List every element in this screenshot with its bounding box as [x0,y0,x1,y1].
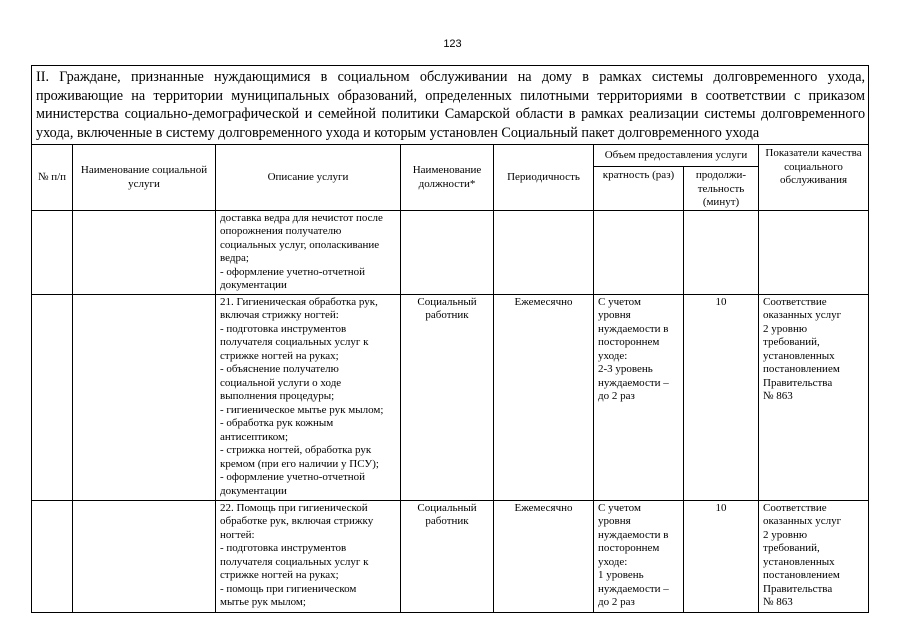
frequency-line: уходе: [598,555,628,568]
header-service-name: Наименование социальной услуги [73,145,216,211]
description-line: - объяснение получателю [220,363,339,376]
header-num: № п/п [32,145,73,211]
cell-num [32,500,73,612]
cell-duration: 10 [684,500,759,612]
cell-position [401,500,494,612]
cell-frequency [594,294,684,500]
frequency-line: до 2 раз [598,390,635,403]
cell-description [216,500,401,612]
frequency-line: нуждаемости – [598,582,669,595]
services-table [31,65,869,613]
description-line: получателя социальных услуг к [220,555,369,568]
cell-description [216,210,401,294]
header-description: Описание услуги [216,145,401,211]
description-line: социальной услуги о ходе [220,376,342,389]
quality-line: Соответствие [763,295,827,308]
description-line: антисептиком; [220,430,289,443]
quality-line: 2 уровню [763,322,808,335]
description-line: ногтей: [220,528,255,541]
frequency-line: С учетом [598,501,641,514]
description-line: - подготовка инструментов [220,322,347,335]
frequency-line: нуждаемости в [598,322,669,335]
description-line: обработке рук, включая стрижку [220,515,374,528]
cell-quality [759,500,869,612]
frequency-line: нуждаемости – [598,376,669,389]
description-line: 21. Гигиеническая обработка рук, [220,295,378,308]
cell-num [32,210,73,294]
cell-periodicity: Ежемесячно [494,500,594,612]
header-frequency: кратность (раз) [594,167,684,211]
description-line: документации [220,484,287,497]
cell-periodicity [494,210,594,294]
description-line: кремом (при его наличии у ПСУ); [220,457,379,470]
cell-quality [759,294,869,500]
description-line: - оформление учетно-отчетной [220,471,366,484]
header-quality: Показатели качества социального обслуживания [759,145,869,211]
description-line: мытье рук мылом; [220,596,306,609]
cell-service-name [73,210,216,294]
description-line: - подготовка инструментов [220,542,347,555]
frequency-line: уходе: [598,349,628,362]
description-line: стрижке ногтей на руках; [220,569,339,582]
frequency-line: постороннем [598,542,660,555]
description-line: включая стрижку ногтей: [220,309,339,322]
quality-line: постановлением [763,569,840,582]
quality-line: Правительства [763,582,833,595]
position-line: Социальный [417,295,477,308]
frequency-line: С учетом [598,295,641,308]
position-line: работник [425,515,469,528]
cell-periodicity: Ежемесячно [494,294,594,500]
cell-service-name [73,294,216,500]
quality-line: установленных [763,349,835,362]
description-line: социальных услуг, ополаскивание [220,238,380,251]
cell-position [401,210,494,294]
cell-service-name [73,500,216,612]
description-line: доставка ведра для нечистот после [220,211,383,224]
description-line: стрижке ногтей на руках; [220,349,339,362]
table-row [32,210,869,294]
description-line: 22. Помощь при гигиенической [220,501,368,514]
position-line: Социальный [417,501,477,514]
description-line: - гигиеническое мытье рук мылом; [220,403,384,416]
description-line: выполнения процедуры; [220,390,335,403]
quality-line: № 863 [763,390,793,403]
quality-line: требований, [763,542,820,555]
frequency-line: уровня [598,515,631,528]
page-number: 123 [443,38,462,50]
quality-line: оказанных услуг [763,309,842,322]
table-row [32,294,869,500]
description-line: - обработка рук кожным [220,417,334,430]
quality-line: Правительства [763,376,833,389]
table-row [32,500,869,612]
frequency-line: уровня [598,309,631,322]
description-line: - оформление учетно-отчетной [220,265,366,278]
quality-line: оказанных услуг [763,515,842,528]
description-line: - стрижка ногтей, обработка рук [220,444,372,457]
header-periodicity: Периодичность [494,145,594,211]
description-line: документации [220,279,287,292]
header-position: Наименование должности* [401,145,494,211]
cell-duration: 10 [684,294,759,500]
header-volume: Объем предоставления услуги [594,145,759,167]
frequency-line: до 2 раз [598,596,635,609]
quality-line: постановлением [763,363,840,376]
quality-line: установленных [763,555,835,568]
cell-duration [684,210,759,294]
frequency-line: 1 уровень [598,569,644,582]
description-line: получателя социальных услуг к [220,336,369,349]
quality-line: Соответствие [763,501,827,514]
description-line: опорожнения получателю [220,225,342,238]
cell-frequency [594,210,684,294]
description-line: - помощь при гигиеническом [220,582,357,595]
quality-line: требований, [763,336,820,349]
section-title: II. Граждане, признанные нуждающимися в социальном обслуживании на дому в рамках системы долговременного ухода, проживающие на территории муниципальных образований, определенных пилотными территориями в соответствии с приказом министерства социально-демографической и семейной политики Самарской области в рамках реализации системы долговременного ухода, включенные в систему долговременного ухода и которым установлен Социальный пакет долговременного ухода [32,66,869,145]
position-line: работник [425,309,469,322]
frequency-line: постороннем [598,336,660,349]
description-line: ведра; [220,252,249,265]
cell-quality [759,210,869,294]
section-title-row [32,66,869,145]
cell-frequency [594,500,684,612]
quality-line: 2 уровню [763,528,808,541]
header-duration: продолжи-тельность (минут) [684,167,759,211]
cell-position [401,294,494,500]
frequency-line: нуждаемости в [598,528,669,541]
quality-line: № 863 [763,596,793,609]
cell-num [32,294,73,500]
frequency-line: 2-3 уровень [598,363,653,376]
header-row-1 [32,145,869,167]
cell-description [216,294,401,500]
